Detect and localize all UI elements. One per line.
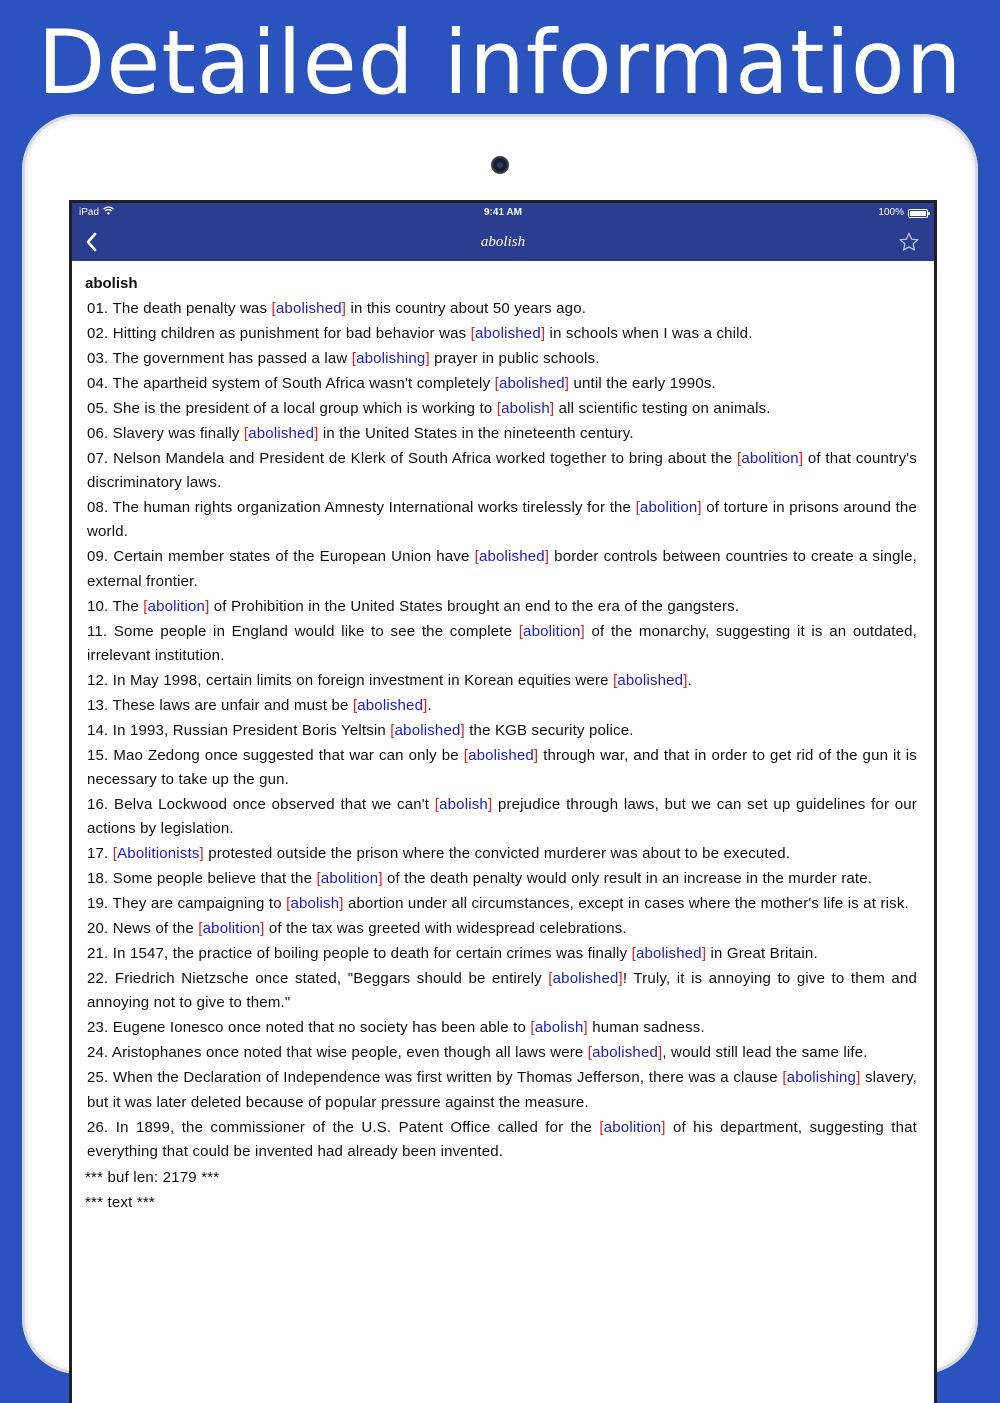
sentence-number: 25. [87,1069,109,1087]
example-sentence [85,397,917,421]
sentence-text-before: Some people in England would like to see the complete [107,622,519,640]
keyword-bracket-open: [ [518,622,524,640]
sentence-number: 20. [87,920,109,938]
keyword-bracket-close: ] [260,920,265,938]
example-sentence [85,297,917,321]
keyword-bracket-open: [ [243,425,249,442]
debug-footer [85,1165,917,1215]
sentence-text-before: In 1899, the commissioner of the U.S. Patent Office called for the [108,1118,600,1136]
sentence-text-after: of that country's discriminatory laws. [87,450,917,492]
keyword-bracket-close: ] [314,425,319,442]
sentence-text-after: border controls between countries to create a single, external frontier. [87,548,918,590]
keyword-bracket-close: ] [423,696,428,714]
keyword-bracket-close: ] [697,499,702,517]
sentence-text-after: of Prohibition in the United States brought an end to the era of the gangsters. [209,597,740,615]
sentence-number: 15. [87,746,109,764]
entry-word: abolish [85,275,138,292]
keyword-bracket-close: ] [658,1044,663,1062]
example-sentence [85,595,917,619]
keyword-bracket-open: [ [631,945,636,963]
keyword-link[interactable]: abolish [534,1019,584,1037]
sentence-text-before: Certain member states of the European Union have [108,548,475,566]
keyword-bracket-open: [ [736,450,742,467]
keyword-bracket-close: ] [583,1019,588,1037]
sentence-text-before: The [108,597,144,615]
example-sentence [85,1016,917,1040]
keyword-bracket-open: [ [635,499,640,517]
keyword-link[interactable]: Abolitionists [117,845,200,863]
sentence-number: 17. [87,845,109,863]
keyword-bracket-close: ] [341,300,347,317]
sentence-text-before: They are campaigning to [108,895,287,913]
sentence-number: 23. [87,1019,109,1037]
sentence-text-after: in Great Britain. [706,945,818,963]
keyword-link[interactable]: abolished [592,1044,658,1062]
sentence-text-before: These laws are unfair and must be [108,696,353,714]
keyword-link[interactable]: abolition [320,870,379,888]
sentence-text-before: She is the president of a local group which is working to [108,400,497,417]
keyword-link[interactable]: abolished [635,945,702,963]
sentence-number: 10. [87,597,109,615]
keyword-bracket-close: ] [564,375,570,392]
keyword-link[interactable]: abolished [552,970,619,988]
keyword-bracket-close: ] [540,325,546,342]
keyword-link[interactable]: abolished [617,671,684,689]
keyword-bracket-open: [ [143,597,148,615]
example-sentence [85,669,917,693]
keyword-bracket-close: ] [683,671,688,689]
keyword-link[interactable]: abolished [475,325,541,342]
example-sentence-list [85,297,917,1164]
sentence-number: 26. [87,1118,109,1136]
sentence-text-after: of the monarchy, suggesting it is an outdated, irrelevant institution. [87,622,917,664]
sentence-number: 09. [87,548,109,566]
sentence-text-after: prejudice through laws, but we can set up guidelines for our actions by legislation. [87,796,917,838]
keyword-link[interactable]: abolished [357,696,424,714]
sentence-text-before: Friedrich Nietzsche once stated, "Beggars should be entirely [108,970,549,988]
battery-percentage: 100% [878,207,904,218]
sentence-text-after: in the United States in the nineteenth century. [318,425,634,442]
camera-lens [493,158,507,172]
navigation-bar [72,223,934,261]
keyword-bracket-close: ] [378,870,383,888]
keyword-bracket-open: [ [198,920,203,938]
keyword-bracket-open: [ [351,350,357,367]
sentence-text-after: until the early 1990s. [569,375,716,392]
sentence-number: 13. [87,696,109,714]
keyword-bracket-open: [ [271,300,276,317]
sentence-text-after: prayer in public schools. [429,350,600,367]
keyword-link[interactable]: abolished [468,746,534,764]
example-sentence [85,1041,917,1065]
keyword-link[interactable]: abolish [439,796,488,814]
example-sentence [85,917,917,941]
example-sentence [85,422,917,446]
keyword-link[interactable]: abolishing [786,1069,857,1087]
sentence-text-after: in this country about 50 years ago. [346,300,587,317]
keyword-link[interactable]: abolition [603,1118,662,1136]
example-sentence [85,347,917,371]
keyword-bracket-open: [ [494,375,499,392]
example-sentence [85,867,917,891]
sentence-number: 07. [87,450,109,467]
sentence-text-after: abortion under all circumstances, except in cases where the mother's life is at risk. [343,895,909,913]
debug-footer-line: *** text *** [85,1193,155,1211]
keyword-bracket-open: [ [316,870,321,888]
keyword-link[interactable]: abolished [248,425,315,442]
sentence-number: 19. [87,895,109,913]
nav-title: abolish [480,234,526,250]
example-sentence [85,892,917,916]
sentence-text-after: all scientific testing on animals. [554,400,771,417]
sentence-text-before: Some people believe that the [108,870,317,888]
example-sentence [85,1066,917,1114]
keyword-link[interactable]: abolished [394,721,461,739]
keyword-bracket-open: [ [530,1019,535,1037]
example-sentence [85,842,917,866]
star-outline-icon [898,231,920,253]
sentence-text-before: The government has passed a law [108,350,352,367]
keyword-bracket-open: [ [470,325,475,342]
keyword-bracket-open: [ [390,721,395,739]
example-sentence [85,942,917,966]
keyword-bracket-open: [ [496,400,502,417]
keyword-bracket-close: ] [533,746,539,764]
example-sentence [85,322,917,346]
status-time: 9:41 AM [484,207,522,218]
keyword-link[interactable]: abolish [501,400,550,417]
sentence-text-before: In 1547, the practice of boiling people to death for certain crimes was finally [108,945,632,963]
keyword-link[interactable]: abolished [478,548,545,566]
sentence-number: 12. [87,671,109,689]
sentence-text-before: Nelson Mandela and President de Klerk of South Africa worked together to bring about the [108,450,737,467]
keyword-link[interactable]: abolition [147,597,206,615]
keyword-bracket-close: ] [798,450,804,467]
sentence-text-after: . [687,671,692,689]
sentence-number: 06. [87,425,109,442]
keyword-bracket-close: ] [460,721,465,739]
sentence-text-after: of the tax was greeted with widespread celebrations. [264,920,627,938]
example-sentence [85,545,917,593]
sentence-number: 18. [87,870,109,888]
sentence-number: 02. [87,325,109,342]
battery-icon [908,209,928,218]
promo-headline: Detailed information [37,11,963,114]
sentence-text-after: of torture in prisons around the world. [87,499,917,541]
keyword-bracket-close: ] [425,350,430,367]
sentence-text-before: Hitting children as punishment for bad behavior was [108,325,471,342]
sentence-text-after: protested outside the prison where the convicted murderer was about to be executed. [203,845,791,863]
keyword-bracket-open: [ [548,970,553,988]
sentence-number: 16. [87,796,109,814]
sentence-text-before: The death penalty was [108,300,272,317]
app-screen [69,200,937,1403]
keyword-link[interactable]: abolished [498,375,565,392]
example-sentence [85,1116,917,1164]
keyword-link[interactable]: abolition [639,499,698,517]
ipad-device-frame [22,114,978,1374]
example-sentence [85,694,917,718]
keyword-bracket-open: [ [434,796,440,814]
sentence-text-after: through war, and that in order to get rid of the gun it is necessary to take up the gun. [87,746,917,789]
keyword-link[interactable]: abolition [741,450,799,467]
sentence-text-before: In May 1998, certain limits on foreign investment in Korean equities were [108,671,613,689]
keyword-bracket-close: ] [199,845,204,863]
keyword-bracket-open: [ [463,746,469,764]
sentence-text-before: The human rights organization Amnesty International works tirelessly for the [108,499,636,517]
keyword-bracket-close: ] [661,1118,666,1136]
keyword-bracket-close: ] [487,796,493,814]
keyword-link[interactable]: abolished [275,300,342,317]
keyword-link[interactable]: abolition [523,622,581,640]
keyword-bracket-close: ] [701,945,707,963]
sentence-text-after: of his department, suggesting that everything that could be invented had already been invented. [87,1118,917,1160]
keyword-link[interactable]: abolition [202,920,261,938]
sentence-number: 21. [87,945,109,963]
sentence-text-after: . [427,696,432,714]
keyword-bracket-close: ] [856,1069,861,1087]
sentence-number: 04. [87,375,109,392]
sentence-number: 01. [87,300,109,317]
sentence-text-after: ! Truly, it is annoying to give to them and annoying not to give to them." [87,970,917,1012]
device-name: iPad [79,207,100,218]
keyword-bracket-open: [ [286,895,291,913]
sentence-text-after: slavery, but it was later deleted because of popular pressure against the measure. [87,1069,917,1111]
sentence-text-before: Slavery was finally [108,425,244,442]
example-sentence [85,793,917,841]
sentence-text-after: in schools when I was a child. [545,325,753,342]
example-sentence [85,447,917,495]
keyword-bracket-open: [ [782,1069,787,1087]
keyword-bracket-close: ] [544,548,550,566]
example-sentence [85,719,917,743]
example-sentence [85,744,917,792]
example-sentence [85,496,917,544]
keyword-bracket-close: ] [339,895,344,913]
sentence-number: 11. [87,622,108,640]
favorite-button[interactable] [898,231,920,253]
status-bar [72,203,934,223]
sentence-text-before: Belva Lockwood once observed that we can't [108,796,435,814]
keyword-bracket-close: ] [618,970,623,988]
keyword-bracket-open: [ [599,1118,604,1136]
keyword-link[interactable]: abolishing [356,350,426,367]
keyword-bracket-close: ] [549,400,555,417]
sentence-text-before: Mao Zedong once suggested that war can only be [108,746,464,764]
sentence-number: 14. [87,721,109,739]
keyword-bracket-open: [ [474,548,479,566]
sentence-text-before: The apartheid system of South Africa wasn't completely [108,375,495,392]
sentence-number: 05. [87,400,109,417]
debug-footer-line: *** buf len: 2179 *** [85,1168,220,1186]
sentence-text-before: Eugene Ionesco once noted that no society has been able to [108,1019,531,1037]
sentence-number: 03. [87,350,109,367]
sentence-text-after: of the death penalty would only result in an increase in the murder rate. [382,870,873,888]
sentence-text-after: the KGB security police. [464,721,634,739]
sentence-text-after: , would still lead the same life. [662,1044,868,1062]
sentence-number: 24. [87,1044,109,1062]
example-sentence [85,372,917,396]
keyword-bracket-close: ] [580,622,585,640]
sentence-text-after: human sadness. [587,1019,705,1037]
keyword-bracket-open: [ [587,1044,593,1062]
keyword-bracket-open: [ [613,671,618,689]
keyword-bracket-open: [ [112,845,118,863]
example-sentence [85,967,917,1015]
sentence-text-before: Aristophanes once noted that wise people, even though all laws were [108,1044,588,1062]
keyword-bracket-close: ] [205,597,210,615]
sentence-number: 08. [87,499,109,517]
keyword-link[interactable]: abolish [290,895,340,913]
sentence-text-before: When the Declaration of Independence was first written by Thomas Jefferson, there was a clause [108,1069,783,1087]
entry-content [85,273,917,1215]
sentence-text-before: In 1993, Russian President Boris Yeltsin [108,721,391,739]
sentence-number: 22. [87,970,109,988]
keyword-bracket-open: [ [352,696,358,714]
example-sentence [85,620,917,668]
sentence-text-before: News of the [108,920,199,938]
